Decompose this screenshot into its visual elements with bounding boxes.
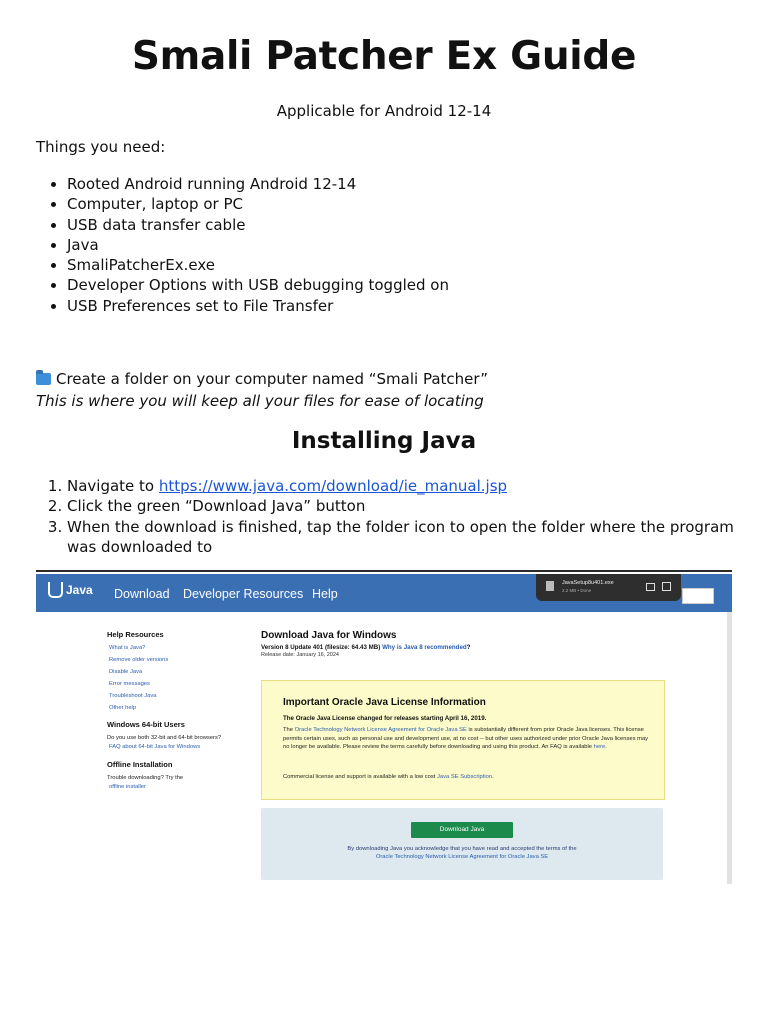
needs-heading: Things you need: (36, 138, 166, 156)
java-logo (48, 582, 93, 598)
offline-heading: Offline Installation (107, 760, 173, 770)
scrollbar[interactable] (727, 612, 732, 884)
acknowledgement-text: By downloading Java you acknowledge that you have read and accepted the terms of the (347, 846, 577, 852)
nav-help[interactable]: Help (312, 587, 338, 601)
release-date: Release date: January 16, 2024 (261, 652, 339, 658)
download-popup (536, 574, 681, 601)
sidebar-link[interactable]: Troubleshoot Java (109, 692, 157, 699)
list-item (67, 476, 767, 496)
license-commercial (283, 774, 653, 780)
win64-heading: Windows 64-bit Users (107, 720, 185, 730)
list-item: • Rooted Android running Android 12-14 (67, 174, 449, 194)
requirements-list (36, 174, 449, 316)
faq-here-link[interactable]: here (593, 744, 606, 751)
java-nav-bar (36, 574, 732, 612)
license-text: Commercial license and support is available with a low cost (283, 774, 438, 780)
java-cup-icon (48, 582, 63, 598)
version-info: Version 8 Update 401 (filesize: 64.43 MB) Why is Java 8 recommended? (261, 644, 471, 651)
license-heading: Important Oracle Java License Information (283, 697, 486, 708)
sidebar-link[interactable]: Remove older versions (109, 656, 169, 663)
sidebar-link[interactable]: Error messages (109, 680, 150, 687)
license-box (261, 680, 665, 800)
win64-text: Do you use both 32-bit and 64-bit browsers? (107, 735, 222, 742)
folder-instruction-text: Create a folder on your computer named “Smali Patcher” (56, 370, 488, 388)
folder-icon[interactable] (646, 583, 655, 591)
otn-license-link[interactable]: Oracle Technology Network License Agreement for Oracle Java SE (375, 854, 549, 860)
license-subheading: The Oracle Java License changed for releases starting April 16, 2019. (283, 715, 487, 722)
document-title: Smali Patcher Ex Guide (131, 34, 637, 79)
download-file-name: JavaSetup8u401.exe (562, 580, 614, 586)
folder-note: This is where you will keep all your files for ease of locating (36, 392, 484, 410)
open-external-icon[interactable] (662, 582, 671, 591)
license-paragraph (283, 726, 653, 752)
steps-list (36, 476, 767, 557)
list-item: 3. When the download is finished, tap the folder icon to open the folder where the program was downloaded to (67, 517, 767, 558)
list-item: 2. Click the green “Download Java” button (67, 496, 767, 516)
java-main (261, 630, 671, 658)
nav-download[interactable]: Download (114, 587, 170, 601)
list-item: • Developer Options with USB debugging toggled on (67, 275, 449, 295)
download-heading: Download Java for Windows (261, 630, 397, 641)
list-item: • USB Preferences set to File Transfer (67, 296, 449, 316)
download-acknowledgement (261, 845, 663, 861)
java-se-subscription-link[interactable]: Java SE Subscription (437, 774, 493, 780)
step-text: Navigate to (67, 477, 159, 495)
folder-instruction (36, 370, 488, 388)
why-java8-link[interactable]: Why is Java 8 recommended (382, 644, 467, 651)
search-input[interactable] (682, 588, 714, 604)
sidebar-link[interactable]: Other help (109, 704, 137, 711)
document-subtitle: Applicable for Android 12-14 (276, 102, 492, 120)
sidebar-link[interactable]: What is Java? (109, 645, 146, 651)
version-text: Version 8 Update 401 (filesize: 64.43 MB) (261, 644, 381, 651)
list-item: • Computer, laptop or PC (67, 194, 449, 214)
otn-license-link[interactable]: Oracle Technology Network License Agreement for Oracle Java SE (294, 727, 467, 733)
download-status: 2.2 MB • Done (562, 588, 592, 593)
offline-installer-link[interactable]: offline installer (109, 784, 146, 791)
nav-developer-resources[interactable]: Developer Resources (183, 587, 304, 601)
win64-faq-link[interactable]: FAQ about 64-bit Java for Windows (109, 744, 201, 751)
license-text: . (605, 744, 607, 751)
java-sidebar (107, 630, 237, 792)
file-icon (546, 581, 554, 591)
download-box (261, 808, 663, 880)
sidebar-link[interactable]: Disable Java (109, 668, 143, 675)
list-item: • Java (67, 235, 449, 255)
license-text: . (492, 774, 494, 780)
offline-text: Trouble downloading? Try the (107, 775, 184, 782)
section-heading: Installing Java (291, 428, 477, 454)
download-java-button[interactable]: Download Java (411, 822, 513, 838)
folder-icon (36, 373, 51, 385)
list-item: • SmaliPatcherEx.exe (67, 255, 449, 275)
license-text: is substantially different from prior Oracle Java licenses. This license permits certain uses, such as personal use and development use, at no cost -- but other uses authorized under prior Oracle Java licenses may no longer be available. Please review the terms carefully before downloading and using this product. An FAQ is available (283, 727, 649, 751)
java-website-screenshot (36, 570, 732, 888)
help-resources-heading: Help Resources (107, 630, 164, 639)
list-item: • USB data transfer cable (67, 215, 449, 235)
java-download-link[interactable]: https://www.java.com/download/ie_manual.jsp (158, 477, 508, 495)
java-logo-text: Java (66, 583, 93, 597)
license-text: The (283, 727, 295, 733)
